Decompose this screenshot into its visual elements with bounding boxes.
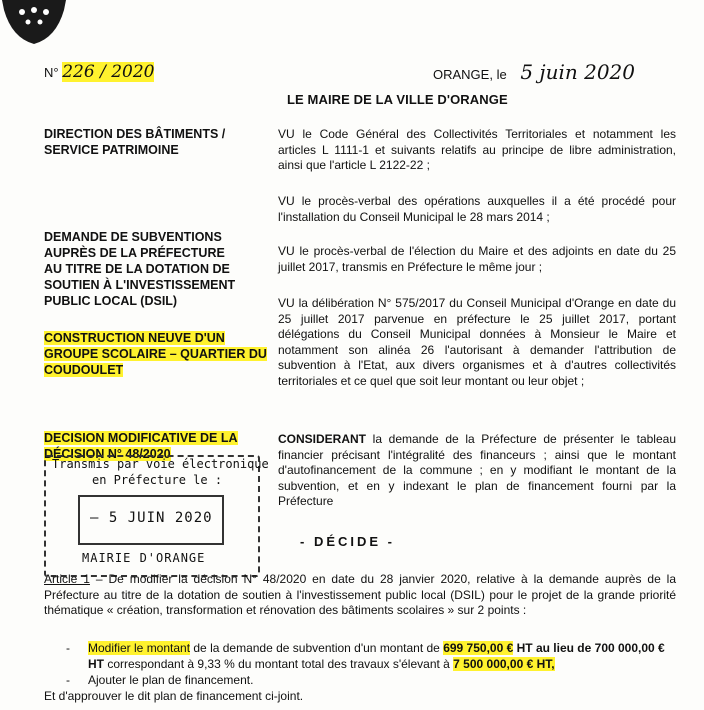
decision-line: DÉCISION N° 48/2020 [44, 447, 171, 461]
vu-installation: VU le procès-verbal des opérations auxquelles il a été procédé pour l'installation du Conseil Municipal le 28 mars 2014 ; [278, 194, 676, 224]
subject-line: AU TITRE DE LA DOTATION DE [44, 262, 230, 276]
article-1 [44, 572, 676, 619]
bullet-item: - Modifier le montant de la demande de subvention d'un montant de 699 750,00 € HT au lieu de 700 000,00 € HT correspondant à 9,33 % du montant total des travaux s'élevant à 7 500 000,00 € HT, [66, 641, 665, 671]
handwritten-date: 5 juin 2020 [520, 60, 636, 84]
stamp-line: en Préfecture le : [92, 473, 223, 487]
place-label: ORANGE, le [433, 67, 507, 82]
decide-heading: - DÉCIDE - [300, 534, 395, 549]
article-bullets [44, 640, 676, 704]
project-block [44, 330, 270, 378]
direction-line: DIRECTION DES BÂTIMENTS / [44, 127, 226, 141]
place-date [433, 60, 635, 84]
project-line: COUDOULET [44, 363, 124, 377]
transmission-stamp [44, 455, 269, 577]
vu-election: VU le procès-verbal de l'élection du Maire et des adjoints en date du 25 juillet 2017, transmis en Préfecture le même jour ; [278, 244, 676, 274]
city-seal-logo [0, 0, 68, 44]
subject-line: SOUTIEN À L'INVESTISSEMENT [44, 278, 236, 292]
subject-line: PUBLIC LOCAL (DSIL) [44, 294, 178, 308]
direction-line: SERVICE PATRIMOINE [44, 143, 179, 157]
subject-line: AUPRÈS DE LA PRÉFECTURE [44, 246, 225, 260]
subject-line: DEMANDE DE SUBVENTIONS [44, 230, 222, 244]
stamp-line: Transmis par voie électronique [52, 457, 269, 471]
direction-block [44, 126, 270, 158]
subject-block [44, 229, 270, 309]
vu-deliberation: VU la délibération N° 575/2017 du Conseil Municipal d'Orange en date du 25 juillet 2017 parvenue en préfecture le 25 juillet 2017, portant délégations du Conseil Municipal données à Monsieur le Maire et notamment son alinéa 26 l'autorisant à demander l'attribution de subvention à l'Etat, aux divers organismes et à d'autres collectivités territoriales et ce quel que soit leur montant ou leur objet ; [278, 296, 676, 388]
bullet-item: - Ajouter le plan de financement. [66, 673, 254, 687]
closing-line: Et d'approuver le dit plan de financement ci-joint. [44, 689, 304, 703]
vu-code: VU le Code Général des Collectivités Territoriales et notamment les articles L 1111-1 et suivants relatifs au principe de libre administration, ainsi que l'article L 2122-22 ; [278, 127, 676, 172]
decision-line: DECISION MODIFICATIVE DE LA [44, 431, 238, 445]
project-line: CONSTRUCTION NEUVE D'UN [44, 331, 225, 345]
mayor-title: LE MAIRE DE LA VILLE D'ORANGE [287, 92, 508, 107]
article-text: – De modifier la décision N° 48/2020 en date du 28 janvier 2020, relative à la demande auprès de la Préfecture au titre de la dotation de soutien à l'investissement public local (DSIL) pour le projet de la grande priorité thématique « création, transformation et rénovation des bâtiments scolaires » sur 2 points : [44, 572, 676, 617]
ref-number: 226 / 2020 [62, 62, 155, 82]
considerant: CONSIDERANT la demande de la Préfecture de présenter le tableau financier précisant l'intégralité des financeurs ; ainsi que le montant d'autofinancement de la commune ; en y modifiant le montant de la subvention, et en y indexant le plan de financement fourni par la Préfecture [278, 432, 676, 508]
decision-reference [44, 62, 154, 82]
stamp-date: – 5 JUIN 2020 [90, 510, 213, 526]
article-label: Article 1 [44, 572, 90, 586]
ref-prefix: N° [44, 65, 59, 80]
stamp-mairie: MAIRIE D'ORANGE [82, 551, 206, 565]
project-line: GROUPE SCOLAIRE – QUARTIER DU [44, 347, 267, 361]
